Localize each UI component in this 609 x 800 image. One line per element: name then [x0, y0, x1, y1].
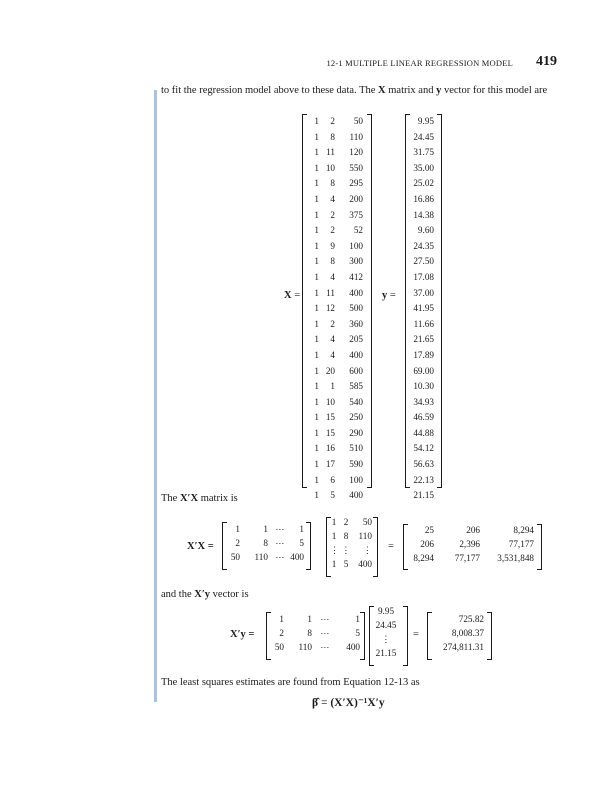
x-matrix-cell: 1: [314, 396, 319, 407]
x-matrix-cell: 375: [349, 209, 363, 220]
xty-y-cell: 21.15: [375, 648, 397, 658]
x-matrix-cell: 2: [330, 318, 335, 329]
x-matrix-cell: 120: [349, 147, 363, 158]
xty-xt-cell: ⋯: [320, 628, 330, 638]
xtx-x-cell: ⋮: [362, 545, 372, 555]
xty-result-cell: 725.82: [458, 614, 484, 624]
x-matrix-cell: 1: [314, 318, 319, 329]
margin-bar: [154, 90, 157, 702]
x-matrix-cell: 100: [349, 474, 363, 485]
x-matrix-cell: 1: [314, 365, 319, 376]
y-vector-cell: 34.93: [413, 396, 434, 407]
y-vector-cell: 35.00: [413, 162, 434, 173]
xtx-result-cell: 3,531,848: [497, 553, 534, 563]
x-matrix-cell: 10: [325, 162, 335, 173]
xty-xt-cell: 110: [298, 642, 312, 652]
y-vector-cell: 21.65: [413, 334, 434, 345]
xtx-x-cell: ⋮: [341, 545, 351, 555]
x-matrix-cell: 1: [314, 303, 319, 314]
xtx-x-cell: ⋮: [330, 545, 340, 555]
y-vector-cell: 22.13: [413, 474, 434, 485]
beta-hat-formula: β̂ = (X′X)⁻¹X′y: [312, 697, 385, 709]
xty-label: X′y =: [230, 629, 255, 640]
x-matrix-cell: 585: [349, 381, 363, 392]
xtx-xt-cell: 8: [263, 538, 268, 548]
x-matrix-cell: 1: [314, 459, 319, 470]
xty-eq: =: [413, 629, 419, 640]
x-matrix-cell: 290: [349, 427, 363, 438]
x-matrix-cell: 1: [314, 412, 319, 423]
x-matrix-cell: 1: [314, 116, 319, 126]
x-matrix-cell: 300: [349, 256, 363, 267]
xtx-label: X′X =: [187, 541, 214, 552]
x-matrix-cell: 590: [349, 459, 363, 470]
y-vector-cell: 31.75: [413, 147, 434, 158]
x-matrix-cell: 1: [314, 443, 319, 454]
x-matrix-cell: 400: [349, 490, 363, 501]
y-vector-cell: 25.02: [413, 178, 434, 189]
x-matrix-cell: 2: [330, 209, 335, 220]
x-matrix-cell: 1: [314, 349, 319, 360]
xty-result-cell: 274,811.31: [442, 642, 484, 652]
x-matrix-cell: 400: [349, 287, 363, 298]
x-matrix-cell: 4: [330, 193, 335, 204]
xty-intro: and the X′y vector is: [161, 589, 249, 600]
x-matrix-cell: 1: [314, 225, 319, 236]
x-col-3: [338, 114, 363, 504]
y-vector-cell: 11.66: [413, 318, 434, 329]
page-number: 419: [536, 54, 557, 69]
x-matrix-cell: 11: [326, 147, 335, 158]
y-vector-cell: 54.12: [413, 443, 434, 454]
xtx-x-cell: 400: [358, 559, 372, 569]
y-vector-cell: 44.88: [413, 427, 434, 438]
x-matrix-cell: 1: [314, 209, 319, 220]
xtx-eq: =: [388, 541, 394, 552]
x-matrix-cell: 1: [314, 131, 319, 142]
running-head: [0, 56, 609, 72]
xtx-xt-cell: ⋯: [275, 538, 285, 548]
x-matrix-cell: 205: [349, 334, 363, 345]
x-matrix-cell: 1: [330, 381, 335, 392]
x-matrix-cell: 1: [314, 147, 319, 158]
y-vector-cell: 41.95: [413, 303, 434, 314]
x-matrix-cell: 600: [349, 365, 363, 376]
x-matrix-cell: 15: [325, 427, 335, 438]
y-vector-cell: 17.89: [413, 349, 434, 360]
xtx-xt-cell: 2: [235, 538, 240, 548]
y-vector-cell: 16.86: [413, 193, 434, 204]
x-matrix-cell: 9: [330, 240, 335, 251]
x-matrix-cell: 2: [330, 116, 335, 126]
x-matrix-cell: 15: [325, 412, 335, 423]
y-vector-cell: 24.45: [413, 131, 434, 142]
xtx-x-cell: 1: [331, 559, 337, 569]
xty-xt-cell: 5: [355, 628, 360, 638]
x-matrix-cell: 1: [314, 427, 319, 438]
x-matrix-cell: 540: [349, 396, 363, 407]
y-col: [406, 114, 434, 504]
x-matrix-cell: 4: [330, 334, 335, 345]
xtx-result-cell: 77,177: [508, 539, 534, 549]
xtx-x-cell: 2: [343, 517, 349, 527]
x-matrix-cell: 6: [330, 474, 335, 485]
xty-xt-cell: ⋯: [320, 614, 330, 624]
x-matrix-cell: 1: [314, 334, 319, 345]
x-matrix-cell: 550: [349, 162, 363, 173]
xtx-x-cell: 5: [343, 559, 349, 569]
x-matrix-cell: 1: [314, 381, 319, 392]
xty-xt-cell: 2: [279, 628, 284, 638]
x-matrix-cell: 11: [326, 287, 335, 298]
xty-result-cell: 8,008.37: [451, 628, 484, 638]
x-matrix-cell: 1: [314, 193, 319, 204]
x-matrix-cell: 100: [349, 240, 363, 251]
x-matrix-label: X =: [284, 290, 301, 301]
y-vector-cell: 9.95: [417, 116, 434, 126]
xtx-intro: The X′X matrix is: [161, 493, 238, 504]
xty-y-cell: 24.45: [375, 620, 397, 630]
intro-paragraph: to fit the regression model above to these data. The X matrix and y vector for this model are: [161, 85, 548, 96]
xtx-xt-cell: ⋯: [275, 552, 285, 562]
x-matrix-cell: 295: [349, 178, 363, 189]
xty-y-right-bracket: [403, 606, 408, 666]
x-matrix-cell: 8: [330, 178, 335, 189]
estimates-text: The least squares estimates are found from Equation 12-13 as: [161, 677, 420, 688]
xtx-result-cell: 8,294: [513, 525, 534, 535]
x-matrix-cell: 16: [325, 443, 335, 454]
xtx-xt-cell: 400: [290, 552, 304, 562]
y-vector-label: y =: [382, 290, 396, 301]
x-matrix-cell: 500: [349, 303, 363, 314]
x-matrix-cell: 52: [353, 225, 363, 236]
y-vector-cell: 27.50: [413, 256, 434, 267]
x-matrix-cell: 250: [349, 412, 363, 423]
x-matrix-cell: 1: [314, 490, 319, 501]
x-matrix-cell: 10: [325, 396, 335, 407]
xty-result-right-bracket: [487, 612, 492, 660]
x-matrix-cell: 1: [314, 256, 319, 267]
x-matrix-cell: 8: [330, 131, 335, 142]
y-vector-cell: 37.00: [413, 287, 434, 298]
x-matrix-cell: 12: [325, 303, 335, 314]
xtx-x-cell: 50: [362, 517, 372, 527]
xtx-xt-cell: ⋯: [275, 524, 285, 534]
y-vector-cell: 9.60: [417, 225, 434, 236]
xtx-result-right-bracket: [537, 524, 542, 570]
xtx-result-cell: 206: [420, 539, 434, 549]
xtx-x-cell: 110: [358, 531, 372, 541]
section-title: 12-1 MULTIPLE LINEAR REGRESSION MODEL: [326, 58, 513, 68]
xtx-xt-right-bracket: [306, 522, 311, 570]
xtx-x-cell: 1: [331, 531, 337, 541]
x-matrix-cell: 400: [349, 349, 363, 360]
x-matrix-cell: 2: [330, 225, 335, 236]
y-vector-cell: 24.35: [413, 240, 434, 251]
y-vector-cell: 56.63: [413, 459, 434, 470]
y-vector-cell: 10.30: [413, 381, 434, 392]
xtx-xt-cell: 1: [299, 524, 304, 534]
xty-xt-cell: 400: [346, 642, 360, 652]
xtx-x-cell: 1: [331, 517, 337, 527]
xtx-xt-cell: 1: [235, 524, 240, 534]
xtx-x-cell: 8: [343, 531, 349, 541]
xty-xt-cell: 50: [274, 642, 284, 652]
xty-y-cell: 9.95: [377, 606, 395, 616]
x-matrix-cell: 1: [314, 162, 319, 173]
xtx-result-cell: 206: [466, 525, 480, 535]
x-matrix-cell: 1: [314, 271, 319, 282]
y-vector-cell: 17.08: [413, 271, 434, 282]
y-vector-cell: 21.15: [413, 490, 434, 501]
x-matrix-cell: 110: [349, 131, 363, 142]
x-col-1: [306, 114, 319, 504]
x-matrix-cell: 8: [330, 256, 335, 267]
xtx-x-right-bracket: [373, 517, 378, 577]
xtx-xt-cell: 110: [254, 552, 268, 562]
xtx-result-cell: 8,294: [413, 553, 434, 563]
xtx-result-cell: 25: [424, 525, 434, 535]
x-matrix-cell: 1: [314, 287, 319, 298]
x-matrix-cell: 200: [349, 193, 363, 204]
xty-xt-cell: 1: [279, 614, 284, 624]
xty-xt-cell: 1: [307, 614, 312, 624]
xtx-xt-cell: 50: [230, 552, 240, 562]
x-matrix-cell: 412: [349, 271, 363, 282]
x-right-bracket: [367, 114, 372, 488]
xtx-xt-cell: 5: [299, 538, 304, 548]
xty-xt-right-bracket: [360, 612, 365, 660]
x-matrix-cell: 5: [330, 490, 335, 501]
x-matrix-cell: 50: [353, 116, 363, 126]
xty-xt-cell: ⋯: [320, 642, 330, 652]
x-col-2: [320, 114, 335, 504]
xtx-xt-cell: 1: [263, 524, 268, 534]
x-matrix-cell: 1: [314, 178, 319, 189]
xtx-result-cell: 2,396: [459, 539, 480, 549]
y-vector-cell: 69.00: [413, 365, 434, 376]
x-matrix-cell: 20: [325, 365, 335, 376]
y-right-bracket: [437, 114, 442, 488]
x-matrix-cell: 360: [349, 318, 363, 329]
x-matrix-cell: 1: [314, 474, 319, 485]
x-matrix-cell: 17: [325, 459, 335, 470]
xty-xt-cell: 1: [355, 614, 360, 624]
x-matrix-cell: 4: [330, 349, 335, 360]
x-matrix-cell: 4: [330, 271, 335, 282]
xty-xt-cell: 8: [307, 628, 312, 638]
x-matrix-cell: 1: [314, 240, 319, 251]
xty-y-cell: ⋮: [381, 634, 391, 644]
y-vector-cell: 46.59: [413, 412, 434, 423]
y-vector-cell: 14.38: [413, 209, 434, 220]
x-matrix-cell: 510: [349, 443, 363, 454]
xtx-result-cell: 77,177: [454, 553, 480, 563]
